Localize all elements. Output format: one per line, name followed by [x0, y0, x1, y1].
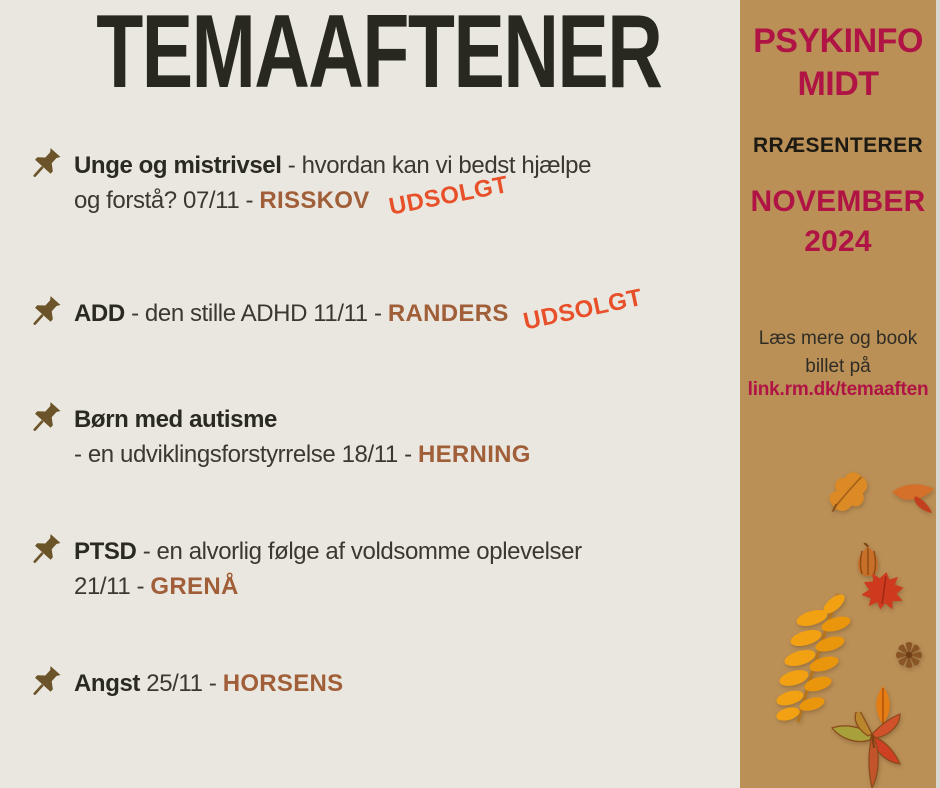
pushpin-icon [27, 400, 65, 442]
event-location: HERNING [417, 441, 531, 468]
event-item-ptsd [27, 534, 582, 604]
event-date: og forstå? 07/11 - [74, 187, 260, 214]
event-title: Unge og mistrivsel [74, 152, 282, 179]
event-line-1 [74, 402, 531, 437]
event-location: RANDERS [387, 300, 509, 327]
event-item-boern-med-autisme [27, 402, 531, 472]
event-description: - en udviklingsforstyrrelse 18/11 - [74, 441, 418, 468]
event-date: 21/11 - [74, 573, 151, 600]
event-location: HORSENS [222, 670, 344, 697]
rowan-leaf-icon [776, 588, 856, 730]
brand-name [740, 20, 936, 106]
event-item-unge-og-mistrivsel [27, 148, 592, 221]
right-edge-strip [936, 0, 940, 788]
cta-line-2: billet på [805, 356, 871, 377]
event-line-1 [74, 534, 582, 569]
event-line-2 [74, 569, 582, 604]
brand-line-midt: MIDT [797, 65, 879, 103]
pushpin-icon [27, 532, 65, 574]
creeper-leaf-icon [828, 712, 916, 788]
sold-out-badge: UDSOLGT [520, 283, 645, 336]
cta-line-1: Læs mere og book [758, 328, 918, 349]
event-title: Angst [74, 670, 140, 697]
maple-leaf-icon [862, 570, 906, 610]
oak-leaf-icon [824, 470, 872, 518]
event-line-1 [74, 666, 343, 701]
event-description: - hvordan kan vi bedst hjælpe [281, 152, 592, 179]
event-title: ADD [74, 300, 125, 327]
sidebar-panel [740, 0, 940, 788]
event-line-2 [74, 437, 531, 472]
pushpin-icon [27, 664, 65, 706]
event-location: RISSKOV [259, 187, 370, 214]
page-title: TEMAAFTENER [96, 0, 662, 110]
event-item-angst [27, 666, 343, 706]
autumn-leaf-fragment-icon [890, 480, 936, 516]
event-location: GRENÅ [150, 573, 239, 600]
event-line-1 [74, 148, 591, 183]
presents-label: RRÆSENTERER [752, 134, 924, 157]
event-title: PTSD [74, 538, 137, 565]
event-title: Børn med autisme [74, 406, 277, 433]
pushpin-icon [27, 294, 65, 336]
month-line-november: NOVEMBER [750, 185, 926, 218]
cta-text [740, 325, 936, 381]
event-description: - den stille ADHD 11/11 - [124, 300, 388, 327]
event-date: 25/11 - [140, 670, 223, 697]
event-item-add [27, 283, 645, 336]
event-description: - en alvorlig følge af voldsomme oplevelser [136, 538, 582, 565]
pushpin-icon [27, 146, 65, 188]
month-line-year: 2024 [804, 225, 872, 258]
star-anise-icon [894, 640, 924, 670]
event-line-2 [74, 171, 591, 221]
event-line-1 [74, 283, 645, 336]
brand-line-psykinfo: PSYKINFO [753, 22, 923, 60]
sold-out-badge: UDSOLGT [386, 171, 511, 221]
booking-link[interactable]: link.rm.dk/temaaften [747, 379, 929, 400]
month-label [740, 182, 936, 262]
